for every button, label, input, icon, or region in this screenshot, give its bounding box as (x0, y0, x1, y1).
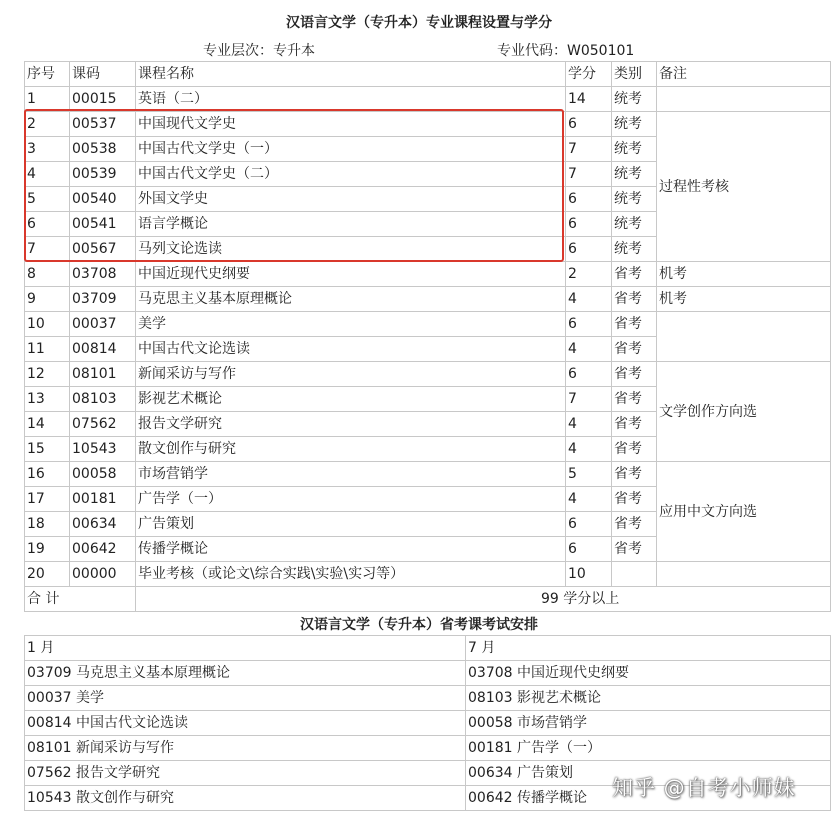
schedule-title: 汉语言文学（专升本）省考课考试安排 (300, 617, 538, 633)
row-credit: 2 (566, 262, 612, 287)
row-credit: 6 (566, 187, 612, 212)
row-name: 中国古代文学史（一） (136, 137, 566, 162)
schedule-cell: 00634 广告策划 (466, 761, 831, 786)
row-name: 美学 (136, 312, 566, 337)
row-no: 2 (25, 112, 70, 137)
row-no: 16 (25, 462, 70, 487)
total-row (25, 587, 831, 612)
row-type: 省考 (612, 287, 657, 312)
row-name: 中国近现代史纲要 (136, 262, 566, 287)
row-credit: 6 (566, 537, 612, 562)
header-cell: 类别 (612, 62, 657, 87)
row-code: 10543 (70, 437, 136, 462)
row-remark (657, 87, 831, 112)
row-code: 08101 (70, 362, 136, 387)
row-type: 省考 (612, 412, 657, 437)
row-type: 省考 (612, 437, 657, 462)
row-credit: 6 (566, 237, 612, 262)
row-name: 外国文学史 (136, 187, 566, 212)
row-name: 中国现代文学史 (136, 112, 566, 137)
row-credit: 6 (566, 312, 612, 337)
row-type: 省考 (612, 337, 657, 362)
row-name: 传播学概论 (136, 537, 566, 562)
row-name: 广告策划 (136, 512, 566, 537)
row-name: 毕业考核（或论文\综合实践\实验\实习等） (136, 562, 566, 587)
row-code: 00567 (70, 237, 136, 262)
row-credit: 5 (566, 462, 612, 487)
row-type: 省考 (612, 262, 657, 287)
row-name: 中国古代文论选读 (136, 337, 566, 362)
schedule-header-jan: 1 月 (25, 636, 466, 661)
schedule-header-row (25, 636, 831, 661)
row-credit: 4 (566, 487, 612, 512)
row-name: 市场营销学 (136, 462, 566, 487)
total-label: 合 计 (25, 587, 136, 612)
row-no: 1 (25, 87, 70, 112)
row-type (612, 562, 657, 587)
page-title: 汉语言文学（专升本）专业课程设置与学分 (286, 15, 552, 31)
row-credit: 6 (566, 512, 612, 537)
header-cell: 备注 (657, 62, 831, 87)
total-value: 99 学分以上 (136, 587, 831, 612)
row-no: 19 (25, 537, 70, 562)
table-row (25, 362, 831, 387)
row-type: 统考 (612, 112, 657, 137)
row-credit: 14 (566, 87, 612, 112)
schedule-row (25, 736, 831, 761)
row-no: 20 (25, 562, 70, 587)
row-type: 统考 (612, 87, 657, 112)
row-no: 18 (25, 512, 70, 537)
row-remark: 应用中文方向选 (657, 462, 831, 562)
row-name: 散文创作与研究 (136, 437, 566, 462)
row-code: 00000 (70, 562, 136, 587)
row-type: 统考 (612, 137, 657, 162)
row-no: 15 (25, 437, 70, 462)
row-type: 统考 (612, 212, 657, 237)
header-cell: 学分 (566, 62, 612, 87)
schedule-row (25, 686, 831, 711)
row-code: 00642 (70, 537, 136, 562)
schedule-cell: 03709 马克思主义基本原理概论 (25, 661, 466, 686)
row-code: 00015 (70, 87, 136, 112)
table-header-row (25, 62, 831, 87)
row-type: 省考 (612, 312, 657, 337)
row-type: 省考 (612, 487, 657, 512)
row-credit: 4 (566, 437, 612, 462)
row-code: 00538 (70, 137, 136, 162)
schedule-cell: 08103 影视艺术概论 (466, 686, 831, 711)
row-type: 省考 (612, 512, 657, 537)
row-no: 7 (25, 237, 70, 262)
row-credit: 7 (566, 162, 612, 187)
row-name: 影视艺术概论 (136, 387, 566, 412)
row-remark: 过程性考核 (657, 112, 831, 262)
zhihu-watermark: 知乎 @自考小师妹 (612, 776, 796, 800)
schedule-cell: 00814 中国古代文论选读 (25, 711, 466, 736)
row-code: 00634 (70, 512, 136, 537)
row-type: 统考 (612, 162, 657, 187)
row-credit: 4 (566, 412, 612, 437)
row-type: 省考 (612, 387, 657, 412)
header-cell: 序号 (25, 62, 70, 87)
schedule-cell: 00058 市场营销学 (466, 711, 831, 736)
table-row (25, 312, 831, 337)
row-type: 省考 (612, 462, 657, 487)
table-row (25, 462, 831, 487)
row-name: 中国古代文学史（二） (136, 162, 566, 187)
row-name: 英语（二） (136, 87, 566, 112)
row-code: 00541 (70, 212, 136, 237)
row-credit: 6 (566, 212, 612, 237)
schedule-cell: 07562 报告文学研究 (25, 761, 466, 786)
schedule-cell: 00037 美学 (25, 686, 466, 711)
row-type: 省考 (612, 362, 657, 387)
schedule-cell: 00181 广告学（一） (466, 736, 831, 761)
row-no: 4 (25, 162, 70, 187)
row-name: 语言学概论 (136, 212, 566, 237)
row-name: 新闻采访与写作 (136, 362, 566, 387)
major-code: 专业代码：W050101 (497, 43, 635, 59)
row-code: 00540 (70, 187, 136, 212)
row-credit: 4 (566, 287, 612, 312)
row-code: 00181 (70, 487, 136, 512)
schedule-cell: 00642 传播学概论 (466, 786, 831, 811)
row-no: 13 (25, 387, 70, 412)
row-credit: 7 (566, 137, 612, 162)
row-type: 统考 (612, 187, 657, 212)
schedule-row (25, 711, 831, 736)
row-no: 12 (25, 362, 70, 387)
row-code: 00537 (70, 112, 136, 137)
row-code: 00539 (70, 162, 136, 187)
row-remark: 机考 (657, 262, 831, 287)
table-row (25, 262, 831, 287)
row-code: 00814 (70, 337, 136, 362)
row-code: 03708 (70, 262, 136, 287)
row-name: 马克思主义基本原理概论 (136, 287, 566, 312)
row-no: 10 (25, 312, 70, 337)
schedule-header-jul: 7 月 (466, 636, 831, 661)
row-code: 03709 (70, 287, 136, 312)
row-credit: 6 (566, 112, 612, 137)
row-no: 3 (25, 137, 70, 162)
row-remark: 文学创作方向选 (657, 362, 831, 462)
row-remark (657, 312, 831, 362)
schedule-cell: 03708 中国近现代史纲要 (466, 661, 831, 686)
header-cell: 课程名称 (136, 62, 566, 87)
table-row (25, 562, 831, 587)
schedule-cell: 10543 散文创作与研究 (25, 786, 466, 811)
row-no: 6 (25, 212, 70, 237)
schedule-cell: 08101 新闻采访与写作 (25, 736, 466, 761)
row-code: 08103 (70, 387, 136, 412)
row-credit: 6 (566, 362, 612, 387)
row-name: 马列文论选读 (136, 237, 566, 262)
schedule-row (25, 661, 831, 686)
row-type: 省考 (612, 537, 657, 562)
row-no: 5 (25, 187, 70, 212)
row-name: 广告学（一） (136, 487, 566, 512)
row-remark: 机考 (657, 287, 831, 312)
table-row (25, 112, 831, 137)
row-type: 统考 (612, 237, 657, 262)
row-code: 07562 (70, 412, 136, 437)
course-table (24, 61, 831, 612)
table-row (25, 87, 831, 112)
row-no: 11 (25, 337, 70, 362)
header-cell: 课码 (70, 62, 136, 87)
row-no: 8 (25, 262, 70, 287)
major-level: 专业层次：专升本 (203, 43, 315, 59)
row-code: 00037 (70, 312, 136, 337)
row-no: 14 (25, 412, 70, 437)
row-remark (657, 562, 831, 587)
row-name: 报告文学研究 (136, 412, 566, 437)
row-no: 9 (25, 287, 70, 312)
row-code: 00058 (70, 462, 136, 487)
row-credit: 7 (566, 387, 612, 412)
row-no: 17 (25, 487, 70, 512)
row-credit: 4 (566, 337, 612, 362)
table-row (25, 287, 831, 312)
row-credit: 10 (566, 562, 612, 587)
